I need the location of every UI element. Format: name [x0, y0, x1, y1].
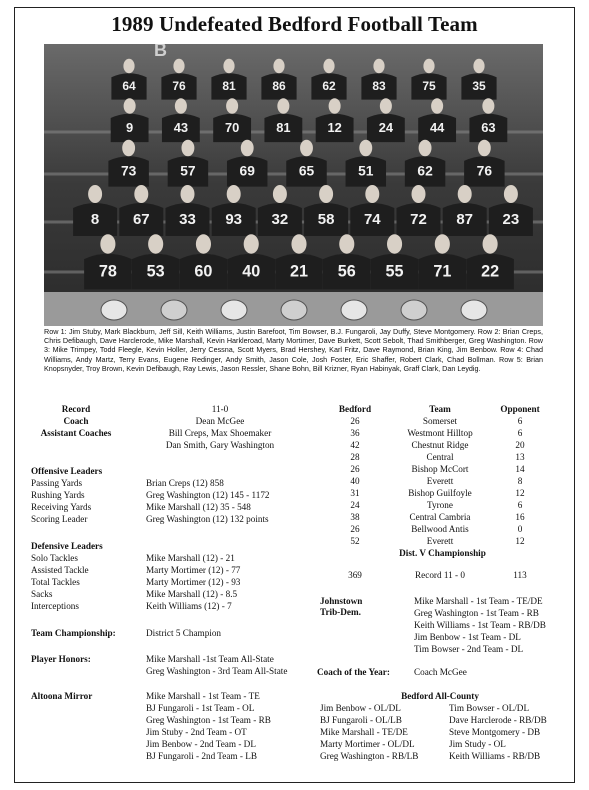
all-county-right-entry: Keith Williams - RB/DB [449, 751, 541, 761]
assistant-coaches-line2: Dan Smith, Gary Washington [165, 440, 275, 450]
defense-stat-value: Keith Williams (12) - 7 [146, 601, 232, 611]
jersey-number: 74 [363, 211, 381, 228]
game-opponent-team: Everett [426, 536, 454, 546]
jersey-number: 32 [271, 211, 289, 228]
page-title: 1989 Undefeated Bedford Football Team [111, 12, 478, 36]
defense-stat-value: Marty Mortimer (12) - 77 [146, 565, 241, 575]
schedule-header-opponent: Opponent [500, 404, 540, 414]
johnstown-honor: Greg Washington - 1st Team - RB [414, 608, 539, 618]
jersey-number: 76 [172, 79, 186, 93]
game-opponent-team: Everett [426, 476, 454, 486]
total-record: Record 11 - 0 [415, 570, 465, 580]
jersey-number: 40 [242, 262, 261, 281]
jersey-number: 44 [429, 119, 445, 135]
helmet [101, 300, 127, 320]
johnstown-label-line2: Trib-Dem. [320, 607, 361, 617]
jersey-number: 22 [481, 262, 500, 281]
jersey-number: 87 [456, 211, 474, 228]
game-opponent-team: Tyrone [427, 500, 453, 510]
jersey-number: 56 [337, 262, 356, 281]
coach-of-year-label: Coach of the Year: [317, 667, 390, 677]
team-championship-label: Team Championship: [31, 628, 116, 638]
game-bedford-score: 42 [350, 440, 360, 450]
helmet [341, 300, 367, 320]
jersey-number: 65 [298, 163, 315, 179]
offense-stat-label: Passing Yards [31, 478, 83, 488]
johnstown-honor: Jim Benbow - 1st Team - DL [414, 632, 521, 642]
all-county-right-entry: Dave Harclerode - RB/DB [449, 715, 547, 725]
defense-stat-label: Solo Tackles [31, 553, 78, 563]
johnstown-label-line1: Johnstown [320, 596, 363, 606]
defensive-leaders-heading: Defensive Leaders [31, 541, 103, 551]
game-bedford-score: 38 [350, 512, 360, 522]
offense-stat-label: Scoring Leader [31, 514, 88, 524]
jersey-number: 76 [476, 163, 493, 179]
jersey-number: 83 [372, 79, 386, 93]
altoona-honor: Greg Washington - 1st Team - RB [146, 715, 271, 725]
schedule-header-bedford: Bedford [338, 404, 372, 414]
defense-stat-label: Sacks [31, 589, 53, 599]
record-value: 11-0 [211, 404, 229, 414]
jersey-number: 21 [289, 262, 309, 281]
game-opponent-score: 6 [517, 416, 523, 426]
altoona-honor: Jim Stuby - 2nd Team - OT [146, 727, 247, 737]
jersey-number: 81 [222, 79, 236, 93]
player-honors-line1: Mike Marshall -1st Team All-State [146, 654, 274, 664]
jersey-number: 8 [90, 211, 100, 228]
johnstown-honor: Mike Marshall - 1st Team - TE/DE [414, 596, 543, 606]
total-opponent-points: 113 [513, 570, 527, 580]
game-opponent-score: 20 [515, 440, 525, 450]
jersey-number: 86 [272, 79, 286, 93]
all-county-left-entry: Greg Washington - RB/LB [320, 751, 419, 761]
jersey-number: 43 [173, 119, 189, 135]
jersey-number: 55 [385, 262, 404, 281]
player-honors-line2: Greg Washington - 3rd Team All-State [146, 666, 288, 676]
record-label: Record [61, 404, 91, 414]
game-bedford-score: 26 [350, 524, 360, 534]
assistant-coaches-line1: Bill Creps, Max Shoemaker [168, 428, 272, 438]
offensive-leaders-heading: Offensive Leaders [31, 466, 103, 476]
jersey-number: 78 [98, 262, 117, 281]
game-bedford-score: 24 [350, 500, 360, 510]
district-championship-note: Dist. V Championship [399, 548, 486, 558]
assistant-coaches-label: Assistant Coaches [40, 428, 112, 438]
defense-stat-value: Marty Mortimer (12) - 93 [146, 577, 241, 587]
game-opponent-score: 14 [515, 464, 525, 474]
jersey-number: 63 [481, 119, 496, 135]
helmet [461, 300, 487, 320]
johnstown-honor: Tim Bowser - 2nd Team - DL [414, 644, 524, 654]
jersey-number: 67 [132, 211, 150, 228]
game-opponent-score: 0 [517, 524, 523, 534]
jersey-number: 33 [179, 211, 196, 228]
jersey-number: 23 [502, 211, 520, 228]
helmet [161, 300, 187, 320]
all-county-left-entry: BJ Fungaroli - OL/LB [320, 715, 402, 725]
jersey-number: 71 [433, 262, 452, 281]
all-county-right-entry: Steve Montgomery - DB [449, 727, 541, 737]
jersey-number: 53 [146, 262, 165, 281]
game-opponent-team: Westmont Hilltop [407, 428, 473, 438]
jersey-number: 81 [276, 119, 291, 135]
offense-stat-label: Receiving Yards [31, 502, 92, 512]
offense-stat-value: Mike Marshall (12) 35 - 548 [146, 502, 251, 512]
helmet [221, 300, 247, 320]
game-opponent-team: Bellwood Antis [411, 524, 469, 534]
schedule-header-team: Team [429, 404, 451, 414]
game-opponent-score: 12 [515, 536, 525, 546]
offense-stat-value: Greg Washington (12) 145 - 1172 [146, 490, 270, 500]
coach-value: Dean McGee [195, 416, 245, 426]
jersey-number: 62 [417, 163, 433, 179]
game-opponent-score: 6 [517, 428, 523, 438]
game-bedford-score: 26 [350, 416, 360, 426]
all-county-right-entry: Jim Study - OL [449, 739, 506, 749]
game-opponent-team: Chestnut Ridge [411, 440, 469, 450]
game-opponent-score: 8 [517, 476, 523, 486]
game-bedford-score: 26 [350, 464, 360, 474]
jersey-number: 75 [422, 79, 436, 93]
team-championship-value: District 5 Champion [146, 628, 222, 638]
game-opponent-score: 6 [517, 500, 523, 510]
altoona-honor: BJ Fungaroli - 2nd Team - LB [146, 751, 257, 761]
offense-stat-value: Brian Creps (12) 858 [146, 478, 224, 488]
game-opponent-team: Bishop McCort [411, 464, 469, 474]
jersey-number: 12 [327, 119, 342, 135]
altoona-honor: Jim Benbow - 2nd Team - DL [146, 739, 256, 749]
jersey-number: 73 [120, 163, 137, 179]
team-photo [44, 44, 543, 326]
offense-stat-label: Rushing Yards [31, 490, 85, 500]
photo-caption: Row 1: Jim Stuby, Mark Blackburn, Jeff Sill, Keith Williams, Justin Barefoot, Tim Bowser, B.J. Fungaroli, Jay Duffy, Steve Montgomery. Row 2: Brian Creps, Chris Defibaugh, Dave Harclerode, Mike Marshall, Kevin Harkleroad, Marty Mortimer, Dave Burkett, Scott Sebolt, Thad Smithberger, Greg Washington. Row 3: Mike Trimpey, Todd Fleegle, Kevin Holler, Jerry Cessna, Scott Myers, Brad Hershey, Karl Fritz, Dave Raymond, Brian King, Jim Benbow. Row 4: Chad Williams, Andy Martz, Terry Evans, Eugene Redinger, Andy Smith, Jason Cole, Josh Foster, Eric Shaffer, Robert Clark, Chad Bollman. Row 5: Brian Knopsnyder, Troy Brown, Kevin Defibaugh, Ray Lewis, Jason Ressler, Shane Bohn, Bill Krizner, Ryan Habinyak, Graff Clark, Dan Leydig. [44, 327, 543, 373]
altoona-honor: BJ Fungaroli - 1st Team - OL [146, 703, 255, 713]
altoona-mirror-label: Altoona Mirror [31, 691, 93, 701]
jersey-number: 93 [225, 211, 243, 228]
game-opponent-score: 13 [515, 452, 525, 462]
jersey-number: 24 [378, 119, 394, 135]
game-opponent-score: 16 [515, 512, 525, 522]
defense-stat-label: Interceptions [31, 601, 79, 611]
game-bedford-score: 31 [350, 488, 360, 498]
game-bedford-score: 52 [350, 536, 360, 546]
jersey-number: 72 [410, 211, 427, 228]
game-bedford-score: 40 [350, 476, 360, 486]
jersey-number: 57 [180, 163, 196, 179]
game-opponent-team: Bishop Guilfoyle [408, 488, 472, 498]
jersey-number: 51 [358, 163, 374, 179]
jersey-number: 64 [122, 79, 136, 93]
all-county-heading: Bedford All-County [401, 691, 479, 701]
jersey-number: 58 [317, 211, 335, 228]
jersey-number: 60 [194, 262, 213, 281]
defense-stat-label: Total Tackles [31, 577, 80, 587]
jersey-number: 69 [239, 163, 255, 179]
game-opponent-team: Central [426, 452, 454, 462]
offense-stat-value: Greg Washington (12) 132 points [146, 514, 269, 524]
game-bedford-score: 28 [350, 452, 360, 462]
game-bedford-score: 36 [350, 428, 360, 438]
defense-stat-value: Mike Marshall (12) - 8.5 [146, 589, 238, 599]
altoona-honor: Mike Marshall - 1st Team - TE [146, 691, 260, 701]
all-county-left-entry: Mike Marshall - TE/DE [320, 727, 408, 737]
game-opponent-score: 12 [515, 488, 525, 498]
jersey-number: 70 [224, 119, 240, 135]
player-honors-label: Player Honors: [31, 654, 91, 664]
game-opponent-team: Somerset [422, 416, 458, 426]
banner-letter: B [154, 44, 167, 60]
jersey-number: 35 [472, 79, 486, 93]
all-county-left-entry: Jim Benbow - OL/DL [320, 703, 401, 713]
helmet [401, 300, 427, 320]
all-county-left-entry: Marty Mortimer - OL/DL [320, 739, 415, 749]
johnstown-honor: Keith Williams - 1st Team - RB/DB [414, 620, 546, 630]
all-county-right-entry: Tim Bowser - OL/DL [449, 703, 530, 713]
game-opponent-team: Central Cambria [409, 512, 471, 522]
coach-of-year-value: Coach McGee [414, 667, 467, 677]
coach-label: Coach [63, 416, 89, 426]
total-bedford-points: 369 [348, 570, 362, 580]
defense-stat-label: Assisted Tackle [31, 565, 89, 575]
defense-stat-value: Mike Marshall (12) - 21 [146, 553, 235, 563]
jersey-number: 62 [322, 79, 336, 93]
helmet [281, 300, 307, 320]
jersey-number: 9 [126, 119, 134, 135]
